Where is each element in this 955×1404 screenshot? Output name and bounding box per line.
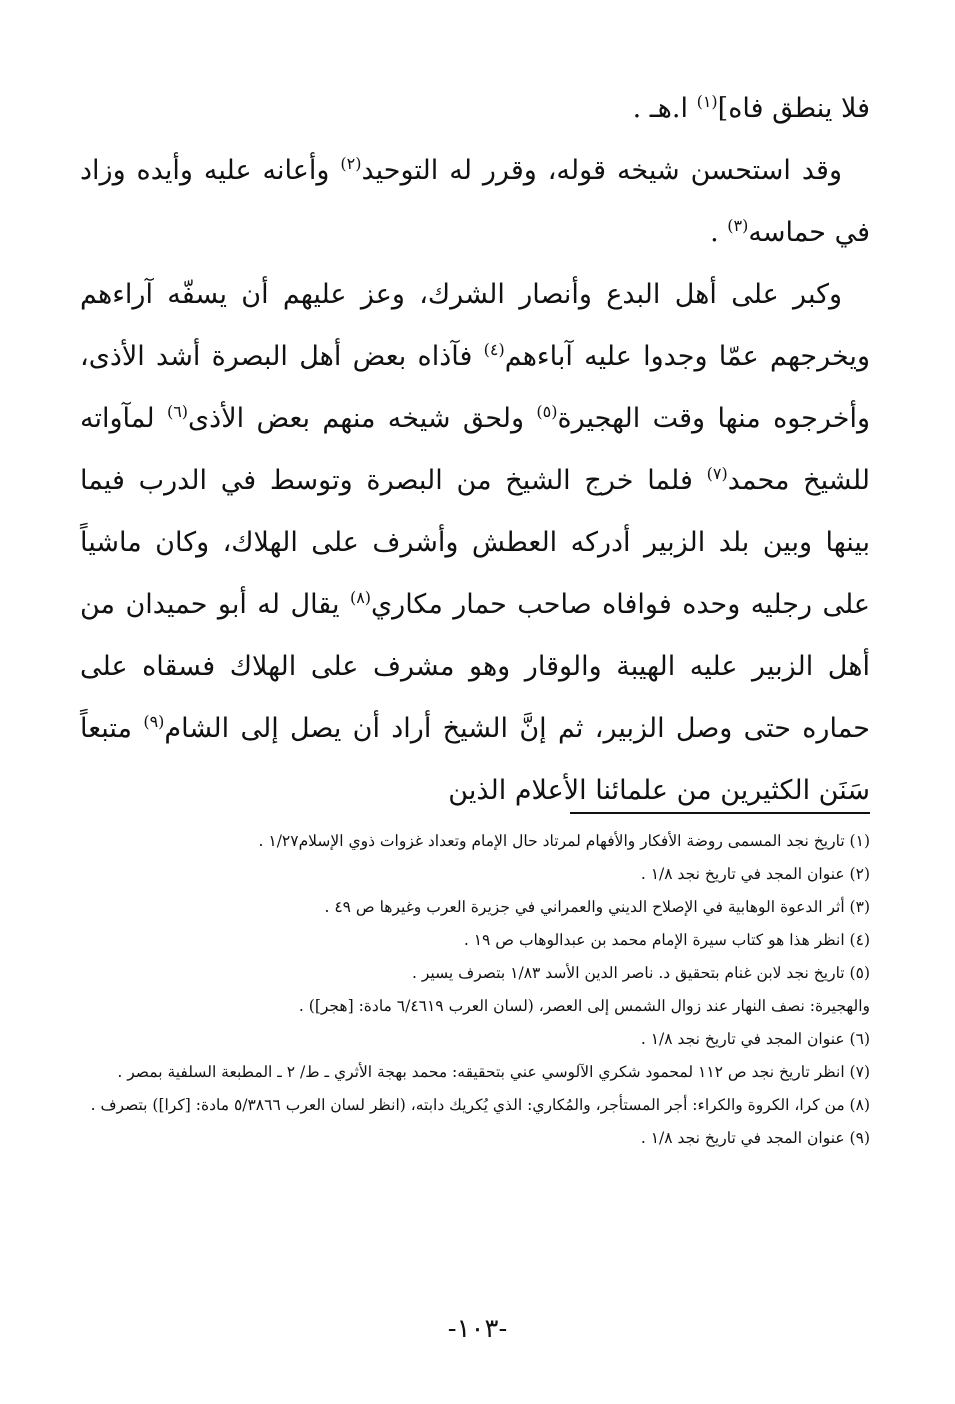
footnote-4: (٤) انظر هذا هو كتاب سيرة الإمام محمد بن عبدالوهاب ص ١٩ .	[463, 931, 870, 949]
footnote-3: (٣) أثر الدعوة الوهابية في الإصلاح الديني والعمراني في جزيرة العرب وغيرها ص ٤٩ .	[324, 898, 870, 916]
page-number: -١٠٣-	[447, 1314, 508, 1344]
footnote-ref-5: (٥)	[536, 402, 558, 421]
footnote-9: (٩) عنوان المجد في تاريخ نجد ١/٨ .	[640, 1129, 870, 1147]
text-run: متبعاً سَنَن الكثيرين من علمائنا الأعلام الذين	[80, 713, 870, 806]
footnote-5-continuation: والهجيرة: نصف النهار عند زوال الشمس إلى العصر، (لسان العرب ٦/٤٦١٩ مادة: [هجر]) .	[298, 997, 870, 1015]
text-run: .	[710, 217, 728, 248]
paragraph-3	[80, 264, 870, 822]
paragraph-1	[80, 78, 870, 140]
text-run: لمآواته للشيخ محمد	[80, 403, 870, 496]
footnotes-section	[80, 828, 870, 1158]
footnote-ref-2: (٢)	[340, 154, 362, 173]
footnote-ref-9: (٩)	[143, 712, 165, 731]
text-run: وقد استحسن شيخه قوله، وقرر له التوحيد	[361, 155, 842, 186]
footnote-ref-6: (٦)	[166, 402, 189, 421]
text-run: فلما خرج الشيخ من البصرة وتوسط في الدرب فيما بينها وبين بلد الزبير أدركه العطش وأشرف على الهلاك، وكان ماشياً على رجليه وحده فوافاه صاحب حمار مكاري	[80, 465, 870, 620]
footnote-1: (١) تاريخ نجد المسمى روضة الأفكار والأفهام لمرتاد حال الإمام وتعداد غزوات ذوي الإسلام١/٢٧ .	[258, 832, 870, 850]
footnote-ref-8: (٨)	[349, 588, 372, 607]
footnote-ref-1: (١)	[696, 92, 718, 111]
footnote-separator	[570, 812, 870, 814]
footnote-ref-3: (٣)	[727, 216, 749, 235]
footnote-8: (٨) من كرا، الكروة والكراء: أجر المستأجر، والمُكاري: الذي يُكريك دابته، (انظر لسان العرب ٥/٣٨٦٦ مادة: [كرا]) بتصرف .	[90, 1096, 870, 1114]
footnote-7: (٧) انظر تاريخ نجد ص ١١٢ لمحمود شكري الآلوسي عني بتحقيقه: محمد بهجة الأثري ـ ط/ ٢ ـ المطبعة السلفية بمصر .	[117, 1063, 870, 1081]
footnote-ref-7: (٧)	[706, 464, 728, 483]
main-text	[80, 78, 870, 822]
paragraph-2	[80, 140, 870, 264]
text-run: ا.هـ .	[632, 93, 697, 124]
text-run: وأعانه عليه وأيده وزاد في حماسه	[80, 155, 870, 248]
text-run: يقال له أبو حميدان من أهل الزبير عليه الهيبة والوقار وهو مشرف على الهلاك فسقاه على حماره حتى وصل الزبير، ثم إنَّ الشيخ أراد أن يصل إلى الشام	[80, 589, 870, 744]
text-run: فآذاه بعض أهل البصرة أشد الأذى، وأخرجوه منها وقت الهجيرة	[80, 341, 870, 434]
text-run: وكبر على أهل البدع وأنصار الشرك، وعز عليهم أن يسفّه آراءهم ويخرجهم عمّا وجدوا عليه آباءهم	[80, 279, 870, 372]
text-run: ولحق شيخه منهم بعض الأذى	[188, 403, 537, 434]
text-run: فلا ينطق فاه]	[717, 93, 870, 124]
footnote-2: (٢) عنوان المجد في تاريخ نجد ١/٨ .	[640, 865, 870, 883]
footnote-5: (٥) تاريخ نجد لابن غنام بتحقيق د. ناصر الدين الأسد ١/٨٣ بتصرف يسير .	[412, 964, 870, 982]
footnote-ref-4: (٤)	[483, 340, 505, 359]
footnote-6: (٦) عنوان المجد في تاريخ نجد ١/٨ .	[640, 1030, 870, 1048]
